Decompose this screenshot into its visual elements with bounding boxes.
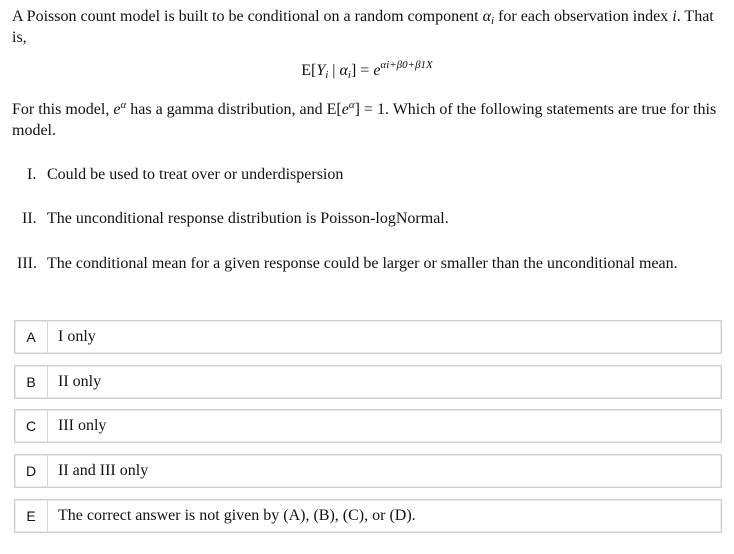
- statement-3-number: III.: [17, 255, 37, 272]
- choice-b-label: II only: [58, 373, 102, 390]
- choice-e-label: The correct answer is not given by (A), (B), (C), or (D).: [58, 507, 416, 524]
- formula-Y: Y: [316, 62, 326, 79]
- alpha-symbol: α: [482, 8, 492, 25]
- choice-d-letter: D: [15, 455, 48, 487]
- choice-c-label: III only: [58, 417, 107, 434]
- formula-base-e: e: [373, 62, 381, 79]
- statement-3-text: The conditional mean for a given response could be larger or smaller than the unconditional mean.: [47, 255, 678, 272]
- choice-c-letter: C: [15, 410, 48, 442]
- choice-e[interactable]: [14, 499, 722, 533]
- question-intro-c: . That is,: [12, 8, 714, 46]
- question-text: [12, 6, 724, 48]
- choice-c[interactable]: [14, 409, 722, 443]
- statement-2: [22, 209, 449, 229]
- choice-e-letter: E: [15, 500, 48, 532]
- formula-lhs-E: E[: [301, 62, 317, 79]
- condition-text-b: has a gamma distribution, and E[: [126, 101, 342, 118]
- index-symbol: i: [672, 8, 677, 25]
- question-intro-b: for each observation index: [494, 8, 673, 25]
- choice-a[interactable]: [14, 320, 722, 354]
- statement-1-text: Could be used to treat over or underdispersion: [47, 166, 344, 183]
- statement-2-number: II.: [22, 210, 37, 227]
- formula-bar: |: [328, 62, 340, 79]
- condition-e-exp: α: [120, 99, 127, 111]
- question-intro-a: A Poisson count model is built to be conditional on a random component: [12, 8, 483, 25]
- choice-d[interactable]: [14, 454, 722, 488]
- formula-exponent: αi+β0+β1X: [380, 59, 433, 71]
- condition-inner-exp: α: [348, 99, 355, 111]
- statement-1-number: I.: [27, 166, 37, 183]
- statement-3: [17, 254, 678, 274]
- choice-b-letter: B: [15, 366, 48, 398]
- choice-d-label: II and III only: [58, 462, 149, 479]
- condition-text-a: For this model,: [12, 101, 114, 118]
- choice-a-label: I only: [58, 328, 96, 345]
- choice-b[interactable]: [14, 365, 722, 399]
- choice-a-letter: A: [15, 321, 48, 353]
- formula-Y-sub: i: [325, 69, 329, 81]
- condition-text-c: ] = 1. Which of the following statements are true for this model.: [12, 101, 717, 139]
- condition-text: [12, 99, 724, 141]
- condition-e-base: e: [113, 101, 121, 118]
- formula-close: ] =: [350, 62, 374, 79]
- condition-inner-base: e: [341, 101, 349, 118]
- expectation-formula: [0, 60, 734, 82]
- formula-alpha: α: [339, 62, 348, 79]
- alpha-subscript: i: [491, 15, 495, 27]
- statement-2-text: The unconditional response distribution is Poisson-logNormal.: [47, 210, 449, 227]
- formula-alpha-sub: i: [347, 69, 351, 81]
- statement-1: [27, 165, 343, 185]
